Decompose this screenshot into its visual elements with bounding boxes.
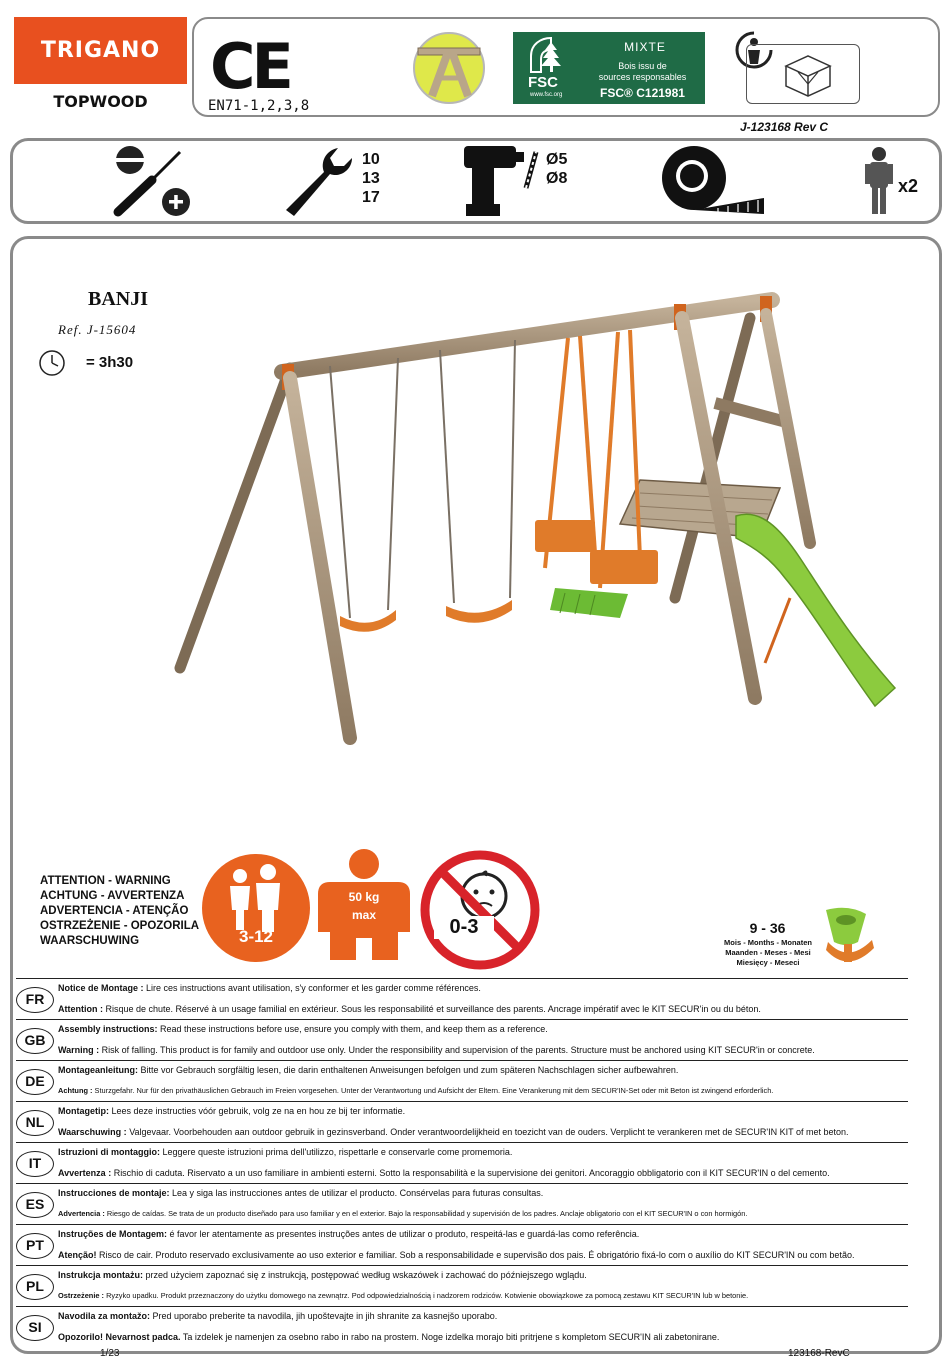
warning-heading: Avvertenza : bbox=[58, 1168, 112, 1178]
months-line: Maanden - Meses - Mesi bbox=[725, 948, 811, 957]
product-name: BANJI bbox=[88, 288, 149, 310]
assembly-notice bbox=[58, 1024, 548, 1034]
warning-heading: Atenção! bbox=[58, 1250, 97, 1260]
language-row-pt bbox=[16, 1224, 908, 1265]
language-code: SI bbox=[16, 1315, 54, 1341]
warning-heading: Advertencia : bbox=[58, 1209, 105, 1218]
notice-text: Lea y siga las instrucciones antes de utilizar el producto. Consérvelas para futuras consultas. bbox=[169, 1188, 544, 1198]
max-label: max bbox=[351, 908, 377, 922]
warning-heading: Opozorilo! Nevarnost padca. bbox=[58, 1332, 181, 1342]
wrench-icon bbox=[276, 144, 356, 220]
assembly-notice bbox=[58, 1311, 497, 1321]
assembly-notice bbox=[58, 1270, 587, 1280]
drill-icon bbox=[460, 142, 542, 222]
warning-notice bbox=[58, 1168, 830, 1178]
notice-text: Lire ces instructions avant utilisation, s'y conformer et les garder comme références. bbox=[143, 983, 481, 993]
language-code: GB bbox=[16, 1028, 54, 1054]
notice-heading: Navodila za montažo: bbox=[58, 1311, 151, 1321]
wrench-size: 10 bbox=[362, 151, 380, 168]
notice-heading: Montagetip: bbox=[58, 1106, 109, 1116]
sub-brand: TOPWOOD bbox=[53, 92, 148, 111]
wrench-sizes bbox=[362, 150, 380, 207]
drill-size: Ø8 bbox=[546, 170, 568, 187]
language-row-es bbox=[16, 1183, 908, 1224]
person-icon bbox=[864, 146, 894, 216]
page-number: 1/23 bbox=[100, 1348, 120, 1359]
notice-heading: Notice de Montage : bbox=[58, 983, 144, 993]
assembly-notice bbox=[58, 1065, 678, 1075]
warning-notice bbox=[58, 1045, 815, 1055]
notice-text: Read these instructions before use, ensure you comply with them, and keep them as a reference. bbox=[157, 1024, 548, 1034]
language-row-it bbox=[16, 1142, 908, 1183]
language-code: NL bbox=[16, 1110, 54, 1136]
assembly-notice bbox=[58, 1229, 639, 1239]
warning-line: ACHTUNG - AVVERTENZA bbox=[40, 890, 185, 902]
fsc-mixte: MIXTE bbox=[624, 40, 666, 54]
language-code: IT bbox=[16, 1151, 54, 1177]
fsc-line2: sources responsables bbox=[598, 72, 687, 82]
wrench-size: 13 bbox=[362, 170, 380, 187]
screwdriver-icon bbox=[108, 144, 198, 220]
notice-text: Bitte vor Gebrauch sorgfältig lesen, die darin enthaltenen Anweisungen befolgen und zum späteren Nachschlagen sicher aufbewahren. bbox=[138, 1065, 679, 1075]
language-row-gb bbox=[16, 1019, 908, 1060]
warning-line: ATTENTION - WARNING bbox=[40, 875, 171, 887]
product-ref: Ref. J-15604 bbox=[58, 322, 137, 337]
fsc-code: FSC® C121981 bbox=[600, 86, 685, 100]
notice-heading: Instrucciones de montaje: bbox=[58, 1188, 170, 1198]
assembly-notice bbox=[58, 1188, 543, 1198]
fsc-tree-icon bbox=[527, 36, 577, 76]
max-weight: 50 kg bbox=[348, 890, 380, 904]
fsc-url: www.fsc.org bbox=[530, 92, 563, 98]
warning-text: Risco de cair. Produto reservado exclusivamente ao uso exterior e familiar. Sob a responsabilidade e supervisão dos pais. É obrigatório fixá-lo com o auxílio do KIT SECUR'IN ou com betão. bbox=[96, 1250, 855, 1260]
document-ref: 123168-RevC bbox=[788, 1348, 850, 1359]
language-code: PT bbox=[16, 1233, 54, 1259]
ce-mark: CE bbox=[210, 30, 290, 103]
months-line: Miesięcy - Meseci bbox=[736, 958, 800, 967]
warning-text: Ta izdelek je namenjen za osebno rabo in rabo na prostem. Noge izdelka morajo biti pritrjene s kompletom SECUR'IN ali zabetonirane. bbox=[180, 1332, 720, 1342]
assembly-duration: = 3h30 bbox=[86, 354, 134, 371]
notice-heading: Assembly instructions: bbox=[58, 1024, 158, 1034]
persons-count: x2 bbox=[898, 176, 919, 196]
assembly-notice bbox=[58, 1147, 512, 1157]
notice-heading: Instrukcja montażu: bbox=[58, 1270, 144, 1280]
fsc-line1: Bois issu de bbox=[618, 61, 667, 71]
notice-text: é favor ler atentamente as presentes instruções antes de utilizar o produto, respeitá-las e guardá-las como referência. bbox=[167, 1229, 640, 1239]
language-row-fr bbox=[16, 978, 908, 1019]
warning-text: Risque de chute. Réservé à un usage familial en extérieur. Sous les responsabilité et surveillance des parents. Ancrage impératif avec le KIT SECUR'in ou du béton. bbox=[103, 1004, 761, 1014]
notice-text: Lees deze instructies vóór gebruik, volg ze na en hou ze bij ter informatie. bbox=[109, 1106, 406, 1116]
assembly-notice bbox=[58, 983, 481, 993]
drill-size: Ø5 bbox=[546, 151, 568, 168]
warning-notice bbox=[58, 1250, 854, 1260]
warning-notice bbox=[58, 1086, 773, 1095]
recycle-box-icon bbox=[778, 48, 838, 100]
notice-text: przed użyciem zapoznać się z instrukcją, postępować według wskazówek i zachować do późniejszego wglądu. bbox=[143, 1270, 587, 1280]
fsc-label: FSC bbox=[528, 74, 558, 91]
age-range: 3-12 bbox=[238, 927, 274, 946]
warning-notice bbox=[58, 1127, 849, 1137]
language-notices bbox=[16, 978, 908, 1347]
language-row-de bbox=[16, 1060, 908, 1101]
language-row-si bbox=[16, 1306, 908, 1347]
warning-notice bbox=[58, 1291, 748, 1300]
warning-text: Sturzgefahr. Nur für den privathäuslichen Gebrauch im Freien vorgesehen. Unter der Verantwortung und Aufsicht der Eltern. Eine Verankerung mit dem SECUR'IN-Set oder mit Beton ist zwingend erforderlich. bbox=[92, 1086, 774, 1095]
warning-line: OSTRZEŻENIE - OPOZORILA bbox=[40, 920, 200, 932]
language-code: DE bbox=[16, 1069, 54, 1095]
assembly-notice bbox=[58, 1106, 405, 1116]
warning-heading: Warning : bbox=[58, 1045, 100, 1055]
trigano-logo bbox=[14, 17, 187, 84]
notice-heading: Istruzioni di montaggio: bbox=[58, 1147, 160, 1157]
warning-notice bbox=[58, 1004, 761, 1014]
notice-heading: Montageanleitung: bbox=[58, 1065, 138, 1075]
brand-name: TRIGANO bbox=[40, 38, 161, 63]
warning-heading bbox=[40, 874, 199, 949]
warning-line: ADVERTENCIA - ATENÇÃO bbox=[40, 905, 189, 917]
baby-seat-age: 9 - 36 bbox=[749, 920, 786, 936]
warning-notice bbox=[58, 1209, 747, 1218]
wood-frame-icon bbox=[408, 30, 490, 106]
children-age-icon bbox=[200, 852, 312, 964]
wrench-size: 17 bbox=[362, 189, 380, 206]
max-weight-icon bbox=[316, 848, 412, 964]
language-code: FR bbox=[16, 987, 54, 1013]
warning-notice bbox=[58, 1332, 719, 1342]
baby-seat-icon bbox=[818, 906, 878, 970]
warning-heading: Waarschuwing : bbox=[58, 1127, 127, 1137]
language-code: PL bbox=[16, 1274, 54, 1300]
forbidden-age: 0-3 bbox=[434, 916, 494, 939]
notice-text: Pred uporabo preberite ta navodila, jih upoštevajte in jih shranite za kasnejšo uporabo. bbox=[150, 1311, 498, 1321]
language-row-pl bbox=[16, 1265, 908, 1306]
forbidden-under-3-icon bbox=[416, 850, 544, 972]
warning-text: Ryzyko upadku. Produkt przeznaczony do użytku domowego na zewnątrz. Pod odpowiedzialnością i nadzorem rodziców. Kotwienie obowiązkowe za pomocą zestawu KIT SECUR'IN lub w betonie. bbox=[104, 1291, 749, 1300]
warning-line: WAARSCHUWING bbox=[40, 935, 140, 947]
warning-heading: Achtung : bbox=[58, 1086, 93, 1095]
warning-heading: Ostrzeżenie : bbox=[58, 1291, 105, 1300]
notice-heading: Instruções de Montagem: bbox=[58, 1229, 168, 1239]
tape-measure-icon bbox=[658, 142, 770, 218]
notice-text: Leggere queste istruzioni prima dell'utilizzo, rispettarle e conservarle come promemoria. bbox=[160, 1147, 513, 1157]
months-labels bbox=[712, 938, 824, 968]
warning-text: Rischio di caduta. Riservato a un uso familiare in ambienti esterni. Sotto la responsabilità e la supervisione dei genitori. Ancoraggio obbligatorio con il KIT SECUR'IN o del cemento. bbox=[111, 1168, 830, 1178]
language-row-nl bbox=[16, 1101, 908, 1142]
clock-icon bbox=[38, 349, 66, 377]
swing-set-illustration bbox=[170, 288, 905, 748]
warning-text: Riesgo de caídas. Se trata de un producto diseñado para uso familiar y en el exterior. Bajo la responsabilidad y supervisión de los padres. Anclaje obligatorio con el KIT SECUR'IN o con hormigón. bbox=[104, 1209, 748, 1218]
months-line: Mois - Months - Monaten bbox=[724, 938, 812, 947]
revision-label: J-123168 Rev C bbox=[740, 120, 829, 134]
standard-label: EN71-1,2,3,8 bbox=[208, 98, 310, 114]
warning-heading: Attention : bbox=[58, 1004, 103, 1014]
language-code: ES bbox=[16, 1192, 54, 1218]
warning-text: Valgevaar. Voorbehouden aan outdoor gebruik in gezinsverband. Onder verantwoordelijkheid en toezicht van de ouders. Verplicht te verankeren met de SECUR'IN KIT of met beton. bbox=[126, 1127, 849, 1137]
drill-sizes bbox=[546, 150, 567, 188]
warning-text: Risk of falling. This product is for family and outdoor use only. Under the responsibility and supervision of the parents. Structure must be anchored using KIT SECUR'in or concrete. bbox=[99, 1045, 815, 1055]
